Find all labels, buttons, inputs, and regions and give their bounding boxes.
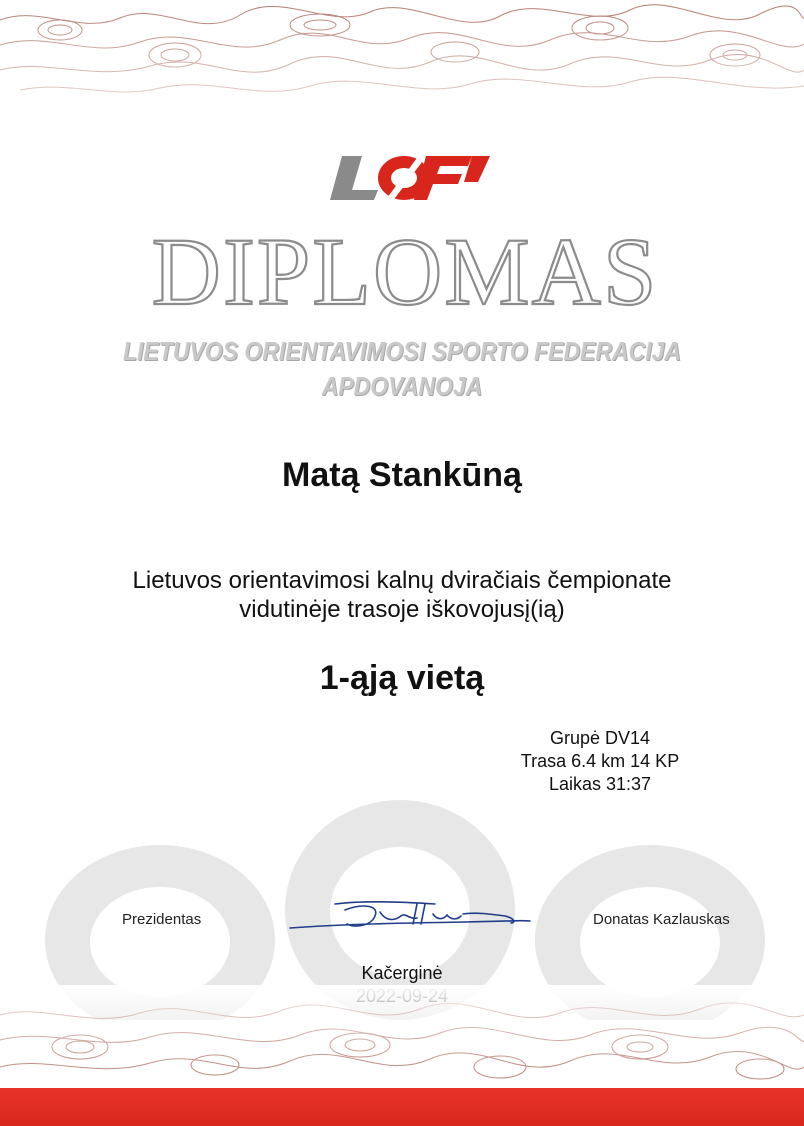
federation-name: LIETUVOS ORIENTAVIMOSI SPORTO FEDERACIJA: [122, 336, 682, 366]
recipient-name: Matą Stankūną: [282, 456, 522, 494]
signer-role: Prezidentas: [122, 911, 202, 928]
location-name: Kačerginė: [361, 963, 443, 983]
description-line-1: Lietuvos orientavimosi kalnų dviračiais čempionate: [132, 567, 672, 594]
topographic-pattern-bottom: [0, 985, 804, 1090]
awards-label: APDOVANOJA: [321, 371, 483, 401]
losf-logo: [322, 152, 492, 204]
course-label: Trasa 6.4 km 14 KP: [520, 751, 680, 771]
group-label: Grupė DV14: [549, 728, 651, 748]
description-line-2: vidutinėje trasoje iškovojusį(ią): [239, 596, 565, 623]
result-details: [498, 727, 702, 796]
placement: 1-ąją vietą: [319, 659, 485, 697]
topographic-pattern-top: [0, 0, 804, 120]
svg-text:DIPLOMAS: DIPLOMAS: [151, 218, 659, 318]
time-label: Laikas 31:37: [548, 774, 652, 794]
diplomas-title: [0, 218, 804, 318]
footer-red-band: [0, 1088, 804, 1126]
signer-name: Donatas Kazlauskas: [593, 911, 730, 928]
handwritten-signature: [285, 890, 535, 940]
